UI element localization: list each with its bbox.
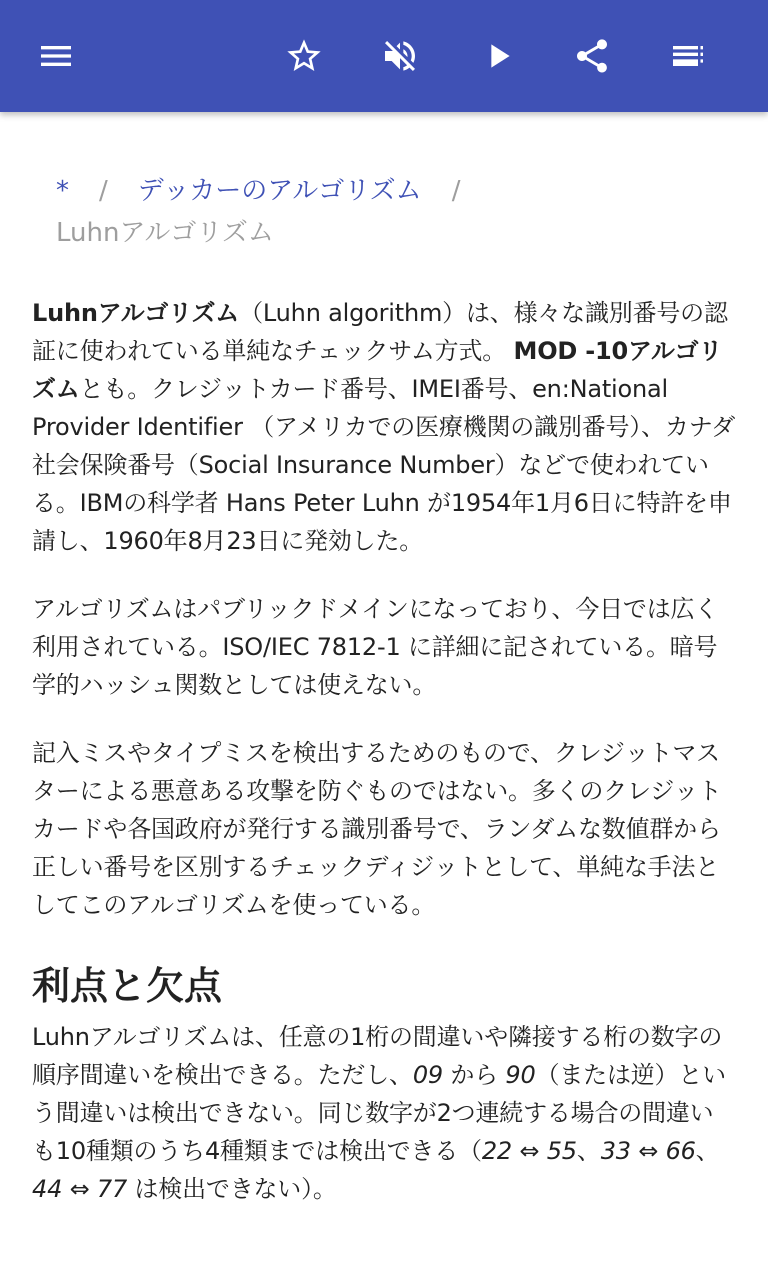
share-icon xyxy=(572,36,612,76)
bookmark-button[interactable] xyxy=(276,28,332,84)
example-number: 44 xyxy=(32,1175,63,1203)
swap-arrow: ⇔ xyxy=(62,1175,97,1203)
example-number: 77 xyxy=(96,1175,128,1203)
breadcrumb-root-link[interactable]: * xyxy=(56,176,69,206)
intro-paragraph xyxy=(32,294,736,560)
breadcrumb xyxy=(56,170,736,254)
play-icon xyxy=(478,36,518,76)
play-button[interactable] xyxy=(470,28,526,84)
pros-text: Luhnアルゴリズムは、任意の1桁の間違いや隣接する桁の数字の順序間違いを検出できる。ただし、 xyxy=(32,1023,723,1089)
breadcrumb-separator: / xyxy=(99,176,108,206)
app-bar xyxy=(0,0,768,112)
example-number: 90 xyxy=(505,1061,536,1089)
volume-off-icon xyxy=(380,36,420,76)
pros-text: から xyxy=(442,1061,506,1089)
swap-arrow: ⇔ xyxy=(630,1137,666,1165)
example-number: 55 xyxy=(546,1137,577,1165)
star-outline-icon xyxy=(284,36,324,76)
intro-text: （Luhn algorithm）は、様々な識別番号の認証に使われている単純なチェックサム方式。 xyxy=(32,299,728,365)
swap-arrow: ⇔ xyxy=(511,1137,547,1165)
pros-cons-paragraph xyxy=(32,1018,736,1208)
example-number: 22 xyxy=(481,1137,512,1165)
article-alias: MOD -10アルゴリズム xyxy=(32,337,723,403)
share-button[interactable] xyxy=(564,28,620,84)
article-content xyxy=(32,170,736,1208)
article-term: Luhnアルゴリズム xyxy=(32,299,240,327)
pros-text: （または逆）という間違いは検出できない。同じ数字が2つ連続する場合の間違いも10種類のうち4種類までは検出できる（ xyxy=(32,1061,726,1165)
public-domain-paragraph: アルゴリズムはパブリックドメインになっており、今日では広く利用されている。ISO/IEC 7812-1 に詳細に記されている。暗号学的ハッシュ関数としては使えない。 xyxy=(32,595,719,699)
breadcrumb-parent-link[interactable]: デッカーのアルゴリズム xyxy=(137,176,422,206)
purpose-paragraph: 記入ミスやタイプミスを検出するためのもので、クレジットマスターによる悪意ある攻撃を防ぐものではない。多くのクレジットカードや各国政府が発行する識別番号で、ランダムな数値群から正しい番号を区別するチェックディジットとして、単純な手法としてこのアルゴリズムを使っている。 xyxy=(32,739,722,919)
example-number: 33 xyxy=(600,1137,631,1165)
section-title: 利点と欠点 xyxy=(32,964,223,1008)
list-comma: 、 xyxy=(576,1137,601,1165)
mute-button[interactable] xyxy=(372,28,428,84)
intro-text-continued: とも。クレジットカード番号、IMEI番号、en:National Provider Identifier （アメリカでの医療機関の識別番号）、カナダ社会保険番号（Social Insurance Number）などで使われている。IBMの科学者 Hans Peter Luhn が1954年1月6日に特許を申請し、1960年8月23日に発効した。 xyxy=(32,375,736,555)
contents-button[interactable] xyxy=(660,28,716,84)
hamburger-menu-icon xyxy=(36,36,76,76)
breadcrumb-separator: / xyxy=(451,176,461,206)
playlist-icon xyxy=(668,36,708,76)
breadcrumb-current: Luhnアルゴリズム xyxy=(56,218,274,248)
example-number: 09 xyxy=(412,1061,443,1089)
menu-button[interactable] xyxy=(28,28,84,84)
pros-text: は検出できない）。 xyxy=(127,1175,337,1203)
list-comma: 、 xyxy=(695,1137,720,1165)
example-number: 66 xyxy=(665,1137,696,1165)
